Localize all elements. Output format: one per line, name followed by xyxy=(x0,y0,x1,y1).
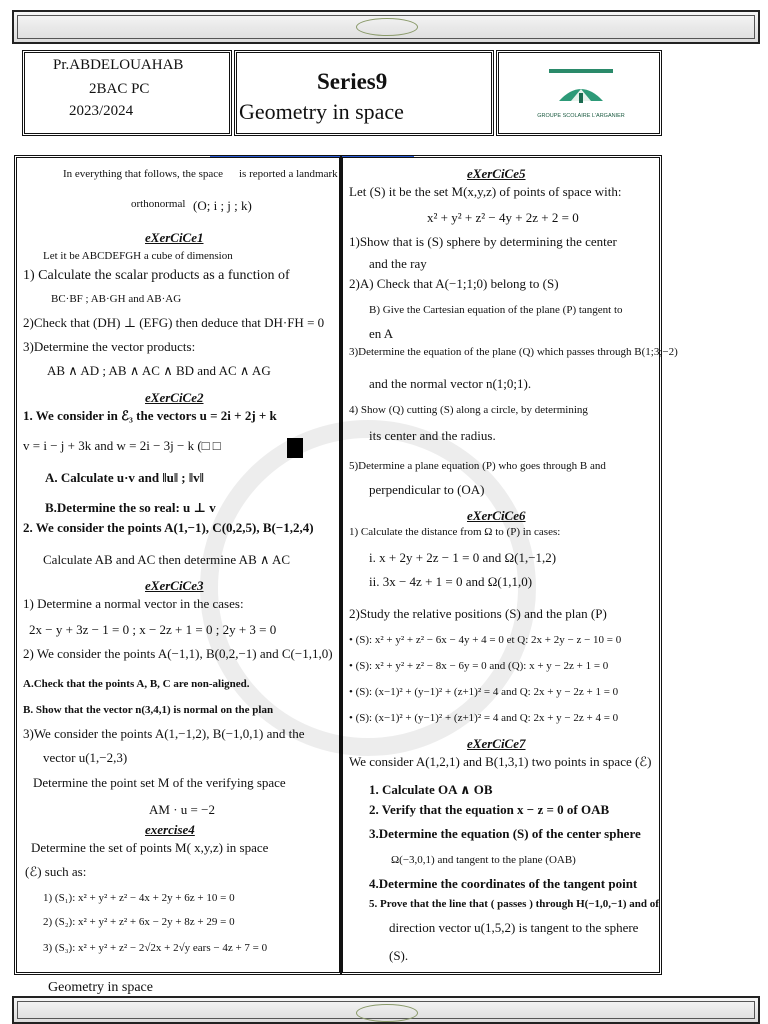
exercise-6-bullet-3: • (S): (x−1)² + (y−1)² + (z+1)² = 4 and Q: 2x + y − 2z + 1 = 0 xyxy=(349,686,619,698)
exercise-1-line: Let it be ABCDEFGH a cube of dimension xyxy=(43,250,233,262)
exercise-4-item-3: 3) (S₃): x² + y² + z² − 2√2x + 2√y ears − 4z + 7 = 0 xyxy=(43,942,268,954)
exercise-1-question-3: 3)Determine the vector products: xyxy=(23,339,196,354)
exercise-3-question-3b: vector u(1,−2,3) xyxy=(43,750,128,765)
exercise-3-question-1: 1) Determine a normal vector in the cases: xyxy=(23,596,244,611)
exercise-4-question: Determine the set of points M( x,y,z) in space xyxy=(31,840,269,855)
school-year: 2023/2024 xyxy=(69,103,134,119)
exercise-5-question-2a: 2)A) Check that A(−1;1;0) belong to (S) xyxy=(349,276,559,291)
intro-text-2: orthonormal xyxy=(131,198,186,210)
author-name: Pr.ABDELOUAHAB xyxy=(53,57,184,73)
exercise-5-question-4b: its center and the radius. xyxy=(369,428,496,443)
exercise-1-question-2: 2)Check that (DH) ⊥ (EFG) then deduce that DH·FH = 0 xyxy=(23,315,325,330)
exercise-5-question-1: 1)Show that is (S) sphere by determining the center xyxy=(349,234,617,249)
class-label: 2BAC PC xyxy=(89,81,150,97)
series-subject: Geometry in space xyxy=(239,99,404,124)
exercise-6-bullet-2: • (S): x² + y² + z² − 8x − 6y = 0 and (Q): x + y − 2z + 1 = 0 xyxy=(349,660,609,672)
exercise-1-question-1b: BC·BF ; AB·GH and AB·AG xyxy=(51,293,182,305)
exercise-4-question-2: (ℰ) such as: xyxy=(25,864,87,879)
logo-box xyxy=(496,50,662,136)
exercise-6-bullet-1: • (S): x² + y² + z² − 6x − 4y + 4 = 0 et Q: 2x + 2y − z − 10 = 0 xyxy=(349,634,622,646)
basis: (O; i ; j ; k) xyxy=(193,198,252,213)
exercise-7-item-5c: (S). xyxy=(389,948,409,963)
exercise-2-question-2b: Calculate AB and AC then determine AB ∧ AC xyxy=(43,552,291,567)
title-box xyxy=(234,50,494,136)
watermark xyxy=(200,420,536,756)
exercise-5-question-3: 3)Determine the equation of the plane (Q) which passes through B(1;3;−2) xyxy=(349,346,678,358)
exercise-3-question-2: 2) We consider the points A(−1,1), B(0,2,−1) and C(−1,1,0) xyxy=(23,646,333,661)
exercise-2-title: eXerCiCe2 xyxy=(145,390,204,405)
exercise-7-title: eXerCiCe7 xyxy=(467,736,526,751)
exercise-3-part-b: B. Show that the vector n(3,4,1) is normal on the plan xyxy=(23,704,274,716)
exercise-3-part-a: A.Check that the points A, B, C are non-aligned. xyxy=(23,678,250,690)
exercise-5-question-2c: en A xyxy=(369,326,394,341)
series-title: Series9 xyxy=(317,69,388,94)
exercise-4-title: exercise4 xyxy=(145,822,195,837)
exercise-5-question-5b: perpendicular to (OA) xyxy=(369,482,485,497)
exercise-4-item-2: 2) (S₂): x² + y² + z² + 6x − 2y + 8z + 29 = 0 xyxy=(43,916,235,928)
exercise-3-question-3c: Determine the point set M of the verifying space xyxy=(33,775,286,790)
exercise-3-title: eXerCiCe3 xyxy=(145,578,204,593)
exercise-6-question-1: 1) Calculate the distance from Ω to (P) in cases: xyxy=(349,526,561,538)
exercise-2-question-1b: v = i − j + 3k and w = 2i − 3j − k (□ □ xyxy=(23,438,221,453)
exercise-4-item-1: 1) (S₁): x² + y² + z² − 4x + 2y + 6z + 10 = 0 xyxy=(43,892,235,904)
exercise-3-question-3: 3)We consider the points A(1,−1,2), B(−1,0,1) and the xyxy=(23,726,305,741)
exercise-5-question-4: 4) Show (Q) cutting (S) along a circle, by determining xyxy=(349,404,588,416)
exercise-5-question-1b: and the ray xyxy=(369,256,427,271)
logo-caption: GROUPE SCOLAIRE L'ARGANIER xyxy=(537,113,625,119)
exercise-5-equation: x² + y² + z² − 4y + 2z + 2 = 0 xyxy=(427,210,579,225)
exercise-7-item-3: 3.Determine the equation (S) of the center sphere xyxy=(369,826,641,841)
exercise-2-part-b: B.Determine the so real: u ⊥ v xyxy=(45,500,216,515)
exercise-6-case-i: i. x + 2y + 2z − 1 = 0 and Ω(1,−1,2) xyxy=(369,550,557,565)
exercise-5-question-2b: B) Give the Cartesian equation of the plane (P) tangent to xyxy=(369,304,623,316)
school-logo xyxy=(519,67,643,123)
exercise-5-question-5: 5)Determine a plane equation (P) who goes through B and xyxy=(349,460,606,472)
footer-label: Geometry in space xyxy=(48,980,153,995)
exercise-2-question-1: 1. We consider in ℰ₃ the vectors u = 2i + 2j + k xyxy=(23,408,277,423)
exercise-7-line: We consider A(1,2,1) and B(1,3,1) two points in space (ℰ) xyxy=(349,754,652,769)
header xyxy=(22,50,662,138)
exercise-1-title: eXerCiCe1 xyxy=(145,230,204,245)
bottom-decorative-banner xyxy=(12,996,760,1024)
exercise-2-part-a: A. Calculate u·v and ‖u‖ ; ‖v‖ xyxy=(45,470,204,485)
exercise-1-question-3b: AB ∧ AD ; AB ∧ AC ∧ BD and AC ∧ AG xyxy=(47,363,271,378)
exercise-6-title: eXerCiCe6 xyxy=(467,508,526,523)
intro-text-b: is reported a landmark xyxy=(239,168,338,180)
exercise-5-title: eXerCiCe5 xyxy=(467,166,526,181)
exercise-7-item-5: 5. Prove that the line that ( passes ) through H(−1,0,−1) and of xyxy=(369,898,659,910)
exercise-2-question-2: 2. We consider the points A(1,−1), C(0,2,5), B(−1,2,4) xyxy=(23,520,314,535)
exercise-5-question-3b: and the normal vector n(1;0;1). xyxy=(369,376,532,391)
exercise-5-line: Let (S) it be the set M(x,y,z) of points of space with: xyxy=(349,184,622,199)
exercise-1-question-1: 1) Calculate the scalar products as a function of xyxy=(23,268,290,283)
exercise-7-item-3b: Ω(−3,0,1) and tangent to the plane (OAB) xyxy=(391,854,576,866)
intro-text: In everything that follows, the space xyxy=(63,168,224,180)
exercise-7-item-4: 4.Determine the coordinates of the tangent point xyxy=(369,876,638,891)
exercise-6-bullet-4: • (S): (x−1)² + (y−1)² + (z+1)² = 4 and Q: 2x + y − 2z + 4 = 0 xyxy=(349,712,619,724)
exercise-3-question-3d: AM · u = −2 xyxy=(149,802,215,817)
exercise-7-item-5b: direction vector u(1,5,2) is tangent to the sphere xyxy=(389,920,639,935)
exercise-6-case-ii: ii. 3x − 4z + 1 = 0 and Ω(1,1,0) xyxy=(369,574,533,589)
author-box xyxy=(22,50,232,136)
exercise-3-question-1b: 2x − y + 3z − 1 = 0 ; x − 2z + 1 = 0 ; 2y + 3 = 0 xyxy=(29,622,277,637)
exercise-7-item-1: 1. Calculate OA ∧ OB xyxy=(369,782,493,797)
exercise-6-question-2: 2)Study the relative positions (S) and the plan (P) xyxy=(349,606,607,621)
top-decorative-banner xyxy=(12,10,760,44)
exercise-7-item-2: 2. Verify that the equation x − z = 0 of OAB xyxy=(369,802,610,817)
